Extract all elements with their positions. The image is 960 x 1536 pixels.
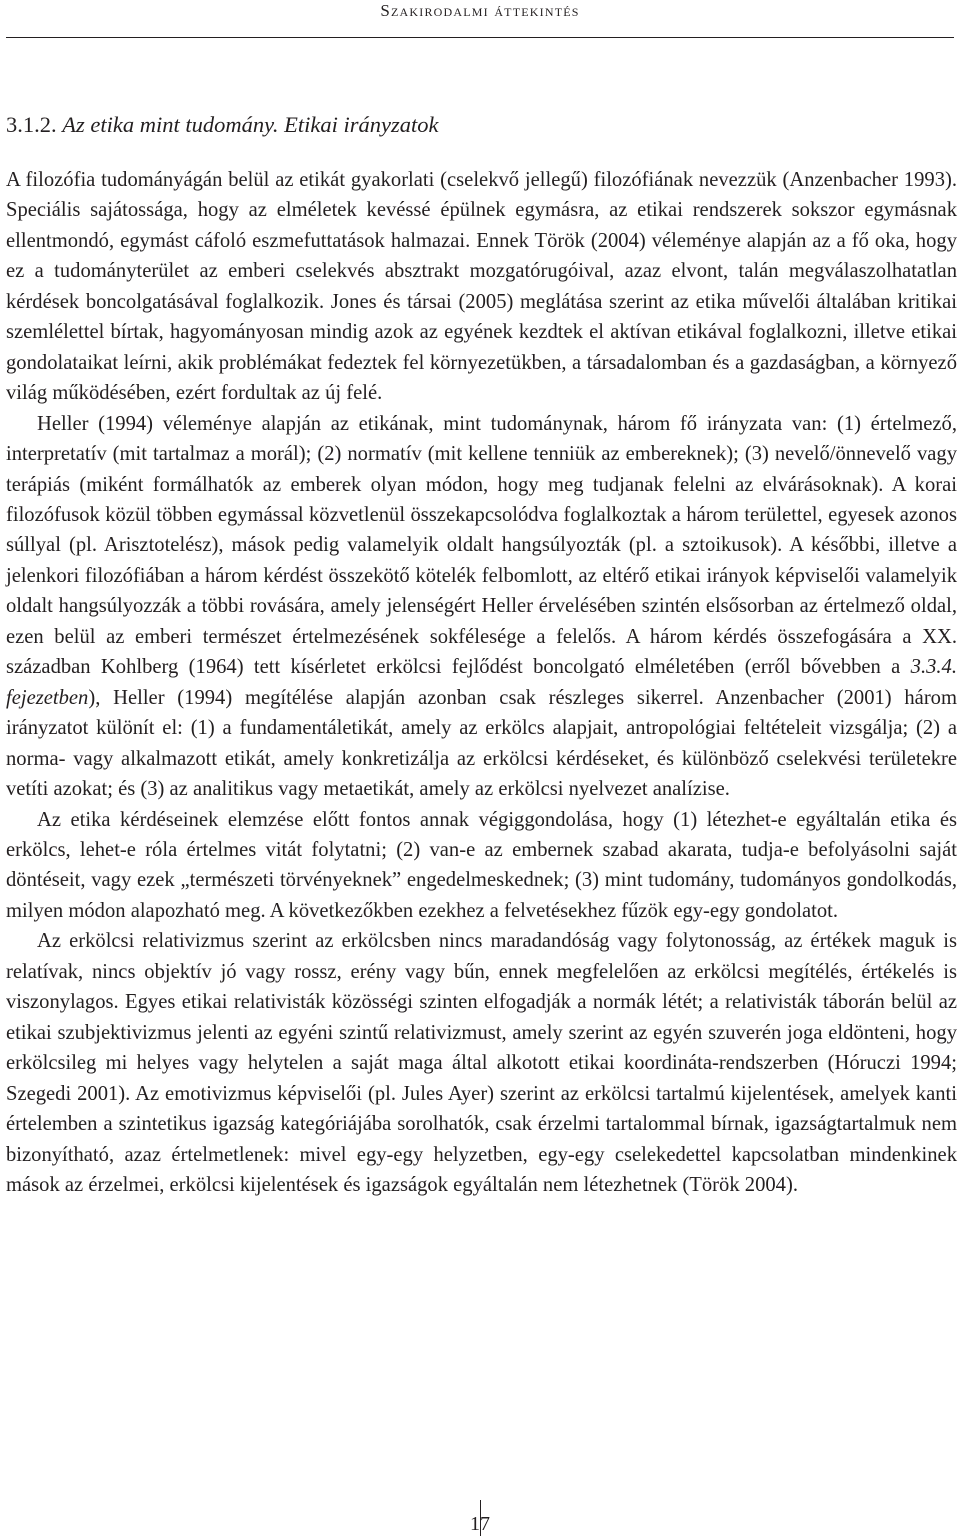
paragraph-2-text-b: ), Heller (1994) megítélése alapján azonban csak részleges sikerrel. Anzenbacher (2001) három irányzatot különít el: (1) a fundamentáletikát, amely az erkölcs alapjait, antropológiai feltételeit vizsgálja; (2) a norma- vagy alkalmazott etikát, amely konkretizálja az erkölcsi kérdéseket, és különböző cselekvési területekre vetíti azokat; és (3) az analitikus vagy metaetikát, amely az erkölcsi nyelvezet analízise. (6, 686, 957, 801)
body-text (6, 165, 957, 1200)
paragraph-3: Az etika kérdéseinek elemzése előtt fontos annak végiggondolása, hogy (1) létezhet-e egyáltalán etika és erkölcs, lehet-e róla értelmes vitát folytatni; (2) van-e az embernek szabad akarata, tudja-e befolyásolni saját döntéseit, vagy ezek „természeti törvényeknek” engedelmeskednek; (3) mint tudomány, tudományos gondolkodás, milyen módon alapozható meg. A következőkben ezekhez a felvetésekhez fűzök egy-egy gondolatot. (6, 808, 957, 922)
paragraph-4: Az erkölcsi relativizmus szerint az erkölcsben nincs maradandóság vagy folytonosság, az értékek maguk is relatívak, nincs objektív jó vagy rossz, erény vagy bűn, ennek megfelelően az erkölcsi megítélés, értékelés is viszonylagos. Egyes etikai relativisták közösségi szinten elfogadják a normák létét; a relativisták táborán belül az etikai szubjektivizmus jelenti az egyéni szintű relativizmust, amely szerint az egyén szuverén joga eldönteni, hogy erkölcsileg mi helyes vagy helytelen a saját maga által alkotott etikai koordináta-rendszerben (Hóruczi 1994; Szegedi 2001). Az emotivizmus képviselői (pl. Jules Ayer) szerint az erkölcsi tartalmú kijelentések, amelyek kanti értelemben a szintetikus igazság kategóriájába sorolhatók, csak érzelmi tartalommal bírnak, igazságtartalmuk nem bizonyítható, azaz értelmetlenek: mivel egy-egy helyzetben, egy-egy cselekedettel kapcsolatban mindenkinek mások az érzelmei, erkölcsi kijelentések és igazságok egyáltalán nem létezhetnek (Török 2004). (6, 930, 957, 1196)
running-head: Szakirodalmi áttekintés (380, 1, 580, 20)
paragraph-1: A filozófia tudományágán belül az etikát gyakorlati (cselekvő jellegű) filozófiának nevezzük (Anzenbacher 1993). Speciális sajátossága, hogy az elméletek kevéssé épülnek egymásra, az etikai rendszerek sokszor egymásnak ellentmondó, egymást cáfoló eszmefuttatások halmazai. Ennek Török (2004) véleménye alapján az a fő oka, hogy ez a tudományterület az emberi cselekvés absztrakt mozgatórugóival, azaz elvont, talán megválaszolhatatlan kérdések boncolgatásával foglalkozik. Jones és társai (2005) meglátása szerint az etika művelői általában kritikai szemlélettel bírtak, hagyományosan mindig azok az egyének kezdtek el aktívan etikával foglalkozni, illetve etikai gondolataikat leírni, akik problémákat fedeztek fel környezetükben, a társadalomban és a gazdaságban, a környező világ működésében, ezért fordultak az új felé. (6, 169, 957, 405)
section-heading (6, 112, 438, 138)
paragraph-2-chapter-reference: 3.3.4. fejezetben (6, 656, 957, 709)
paragraph-2 (6, 409, 957, 805)
paragraph-2-text-a: Heller (1994) véleménye alapján az etikának, mint tudománynak, három fő irányzata van: (1) értelmező, interpretatív (mit tartalmaz a morál); (2) normatív (mit kellene tenniük az embereknek); (3) nevelő/önnevelő vagy terápiás (miként formálhatók az emberek olyan módon, hogy meg tudjanak felelni az elvárásoknak). A korai filozófusok közül többen egymással közvetlenül összekapcsolódva foglalkoztak a három területtel, egyesek azonos súllyal (pl. Arisztotelész), mások pedig valamelyik oldalt hangsúlyozták (pl. a sztoikusok). A későbbi, illetve a jelenkori filozófiában a három kérdést összekötő kötelék felbomlott, az eltérő etikai irányok képviselői valamelyik oldalt hangsúlyozzák a többi rovására, amely jelenségért Heller érvelésében szintén elsősorban az értelmező oldal, ezen belül az emberi természet értelmezésének sokfélesége a felelős. A három kérdés összefogására a XX. században Kohlberg (1964) tett kísérletet erkölcsi fejlődést boncolgató elméletében (erről bővebben a (6, 412, 957, 679)
section-title: Az etika mint tudomány. Etikai irányzatok (62, 112, 439, 137)
section-number: 3.1.2. (6, 112, 57, 137)
header-divider (6, 37, 954, 38)
page-number: 17 (470, 1513, 490, 1535)
